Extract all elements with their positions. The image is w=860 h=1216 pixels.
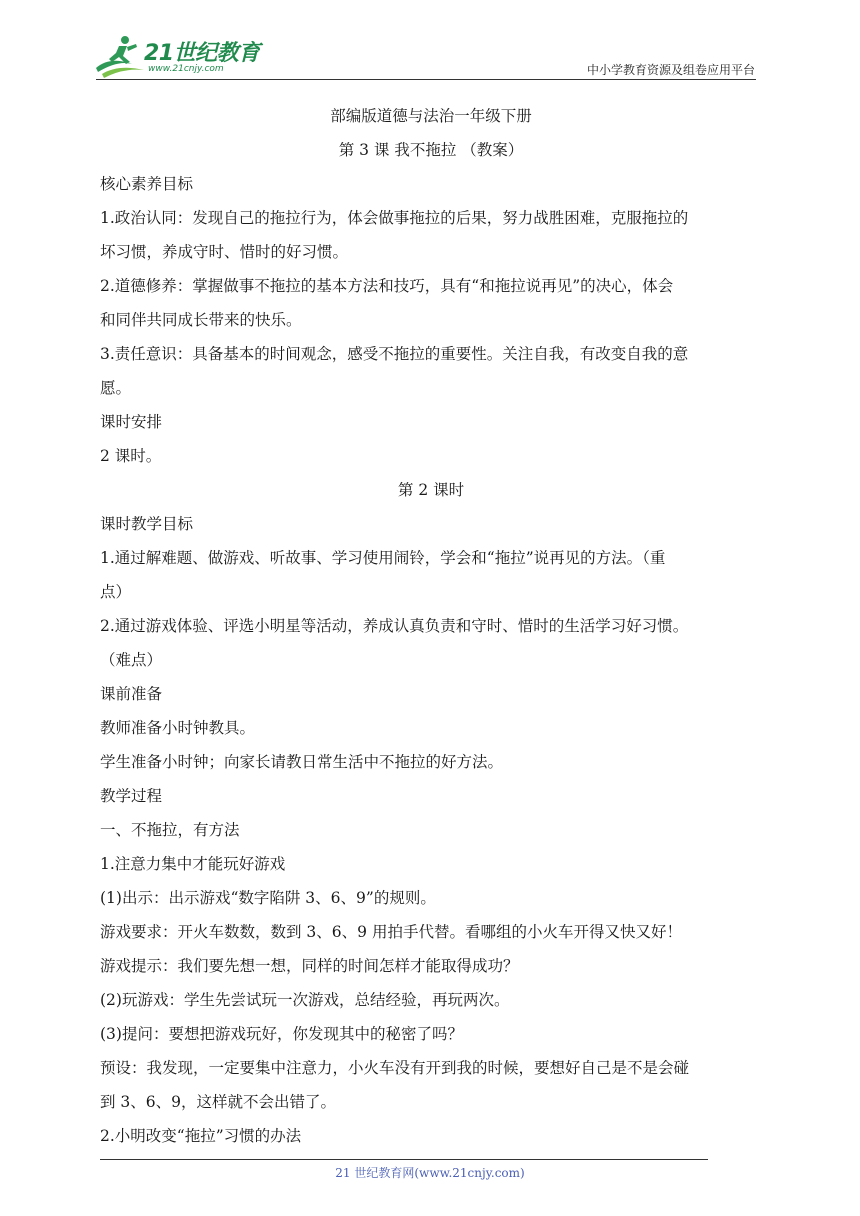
paragraph-line: （难点）: [100, 651, 163, 669]
paragraph-line: 1.注意力集中才能玩好游戏: [100, 855, 286, 873]
footer-link[interactable]: 21 世纪教育网(www.21cnjy.com): [335, 1166, 525, 1180]
paragraph-line: 点）: [100, 583, 132, 601]
paragraph-line: (2)玩游戏：学生先尝试玩一次游戏，总结经验，再玩两次。: [100, 991, 510, 1009]
paragraph-line: 游戏要求：开火车数数，数到 3、6、9 用拍手代替。看哪组的小火车开得又快又好！: [100, 923, 682, 941]
document-body: [100, 104, 762, 1158]
section-heading: 课时教学目标: [100, 515, 194, 533]
paragraph-line: 2.道德修养：掌握做事不拖拉的基本方法和技巧，具有“和拖拉说再见”的决心，体会: [100, 277, 674, 295]
platform-tagline: 中小学教育资源及组卷应用平台: [586, 63, 755, 77]
footer-divider: [100, 1159, 708, 1160]
paragraph-line: (1)出示：出示游戏“数字陷阱 3、6、9”的规则。: [100, 889, 436, 907]
paragraph-line: 2.小明改变“拖拉”习惯的办法: [100, 1127, 302, 1145]
paragraph-line: 3.责任意识：具备基本的时间观念，感受不拖拉的重要性。关注自我，有改变自我的意: [100, 345, 689, 363]
paragraph-line: 一、不拖拉，有方法: [100, 821, 240, 839]
logo-url: www.21cnjy.com: [148, 64, 224, 74]
paragraph-line: 2 课时。: [100, 447, 162, 465]
document-title: 部编版道德与法治一年级下册: [330, 107, 532, 125]
paragraph-line: 到 3、6、9，这样就不会出错了。: [100, 1093, 337, 1111]
paragraph-line: 愿。: [100, 379, 132, 397]
paragraph-line: 1.政治认同：发现自己的拖拉行为，体会做事拖拉的后果，努力战胜困难，克服拖拉的: [100, 209, 689, 227]
runner-logo-icon: [92, 34, 148, 78]
paragraph-line: 游戏提示：我们要先想一想，同样的时间怎样才能取得成功？: [100, 957, 519, 975]
section-heading: 课时安排: [100, 413, 163, 431]
logo-text: 21世纪教育: [144, 41, 260, 66]
lesson-title: 第 3 课 我不拖拉 （教案）: [338, 141, 524, 159]
paragraph-line: 坏习惯，养成守时、惜时的好习惯。: [100, 243, 349, 261]
section-heading: 教学过程: [100, 787, 163, 805]
paragraph-line: 1.通过解难题、做游戏、听故事、学习使用闹铃，学会和“拖拉”说再见的方法。（重: [100, 549, 666, 567]
site-logo[interactable]: [92, 34, 262, 78]
page-header: [0, 0, 860, 84]
paragraph-line: 学生准备小时钟；向家长请教日常生活中不拖拉的好方法。: [100, 753, 504, 771]
paragraph-line: (3)提问：要想把游戏玩好，你发现其中的秘密了吗？: [100, 1025, 463, 1043]
section-heading: 课前准备: [100, 685, 163, 703]
period-heading: 第 2 课时: [397, 481, 465, 499]
paragraph-line: 教师准备小时钟教具。: [100, 719, 256, 737]
header-divider: [96, 79, 756, 80]
section-heading: 核心素养目标: [100, 175, 194, 193]
paragraph-line: 和同伴共同成长带来的快乐。: [100, 311, 302, 329]
paragraph-line: 预设：我发现，一定要集中注意力，小火车没有开到我的时候，要想好自己是不是会碰: [100, 1059, 690, 1077]
paragraph-line: 2.通过游戏体验、评选小明星等活动，养成认真负责和守时、惜时的生活学习好习惯。: [100, 617, 689, 635]
